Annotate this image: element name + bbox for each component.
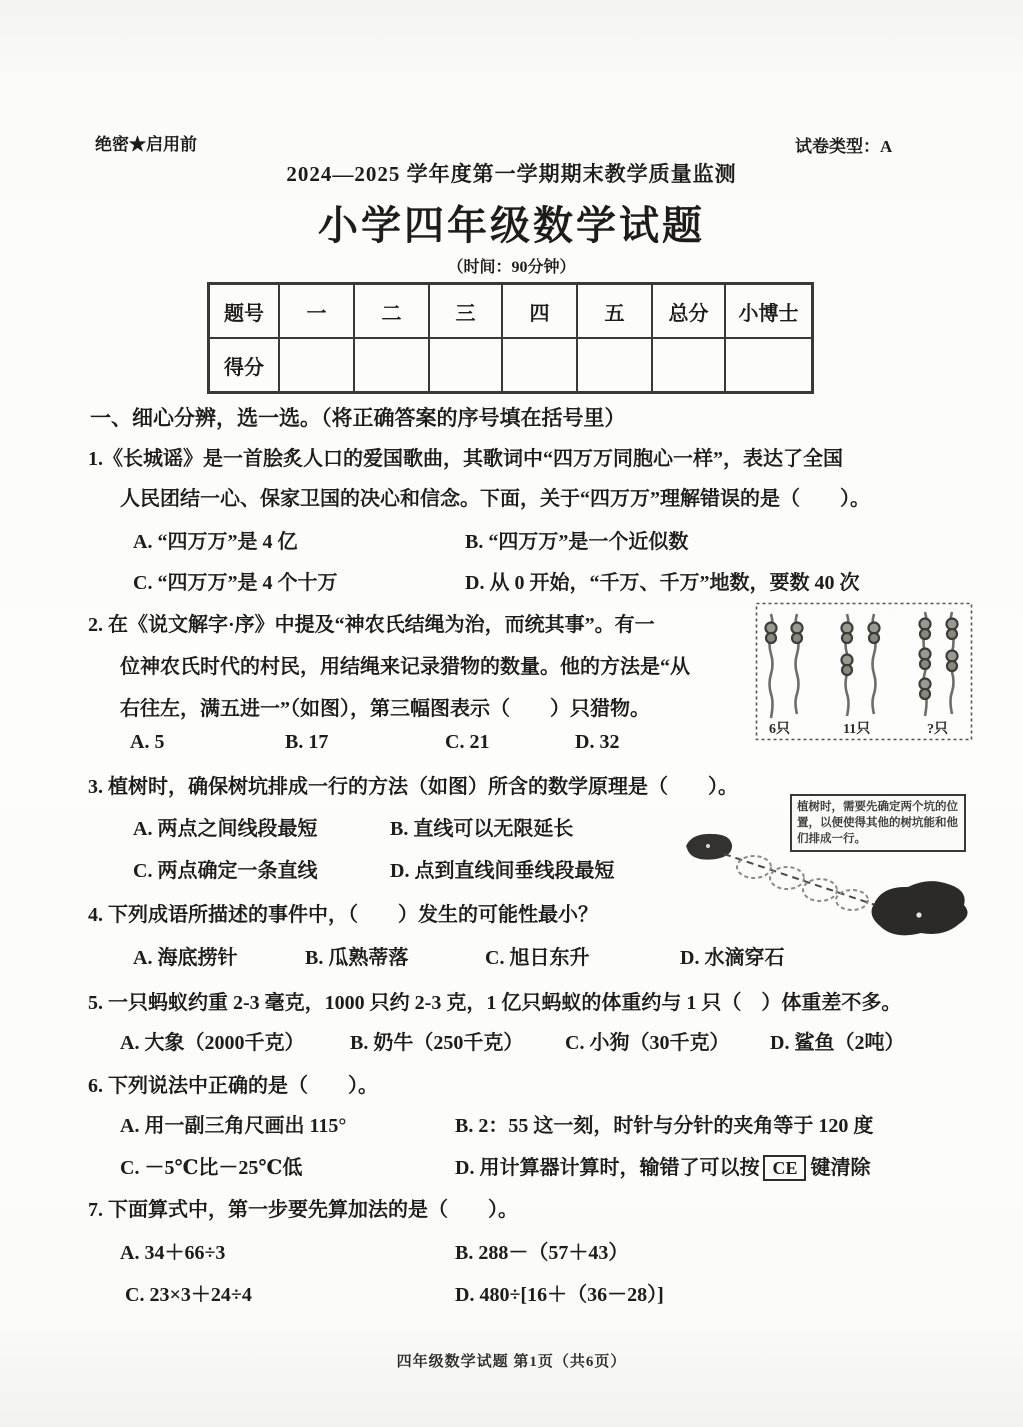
knot-group-3-label: ?只 (927, 722, 948, 737)
question-7-option-b: B. 288－（57＋43） (455, 1242, 629, 1264)
question-5-option-d: D. 鲨鱼（2吨） (770, 1032, 905, 1054)
question-5-line-1: 5. 一只蚂蚁约重 2-3 毫克，1000 只约 2-3 克，1 亿只蚂蚁的体重约与 1 只（ ）体重差不多。 (88, 992, 902, 1014)
question-6-option-d-text-after: 键清除 (810, 1157, 871, 1179)
score-row-label: 得分 (209, 338, 279, 392)
question-6-option-b: B. 2：55 这一刻，时针与分针的夹角等于 120 度 (455, 1115, 874, 1137)
question-2-line-3: 右往左，满五进一”（如图），第三幅图表示（ ）只猎物。 (120, 698, 650, 720)
question-3-option-b: B. 直线可以无限延长 (390, 818, 574, 840)
question-2-option-d: D. 32 (575, 731, 620, 753)
question-1-line-2: 人民团结一心、保家卫国的决心和信念。下面，关于“四万万”理解错误的是（ ）。 (120, 488, 870, 510)
question-6-option-d-text: D. 用计算器计算时，输错了可以按 (455, 1157, 760, 1179)
question-2-option-a: A. 5 (130, 731, 165, 753)
question-7-option-d: D. 480÷[16＋（36－28）] (455, 1284, 664, 1306)
question-3-line-1: 3. 植树时，确保树坑排成一行的方法（如图）所含的数学原理是（ ）。 (88, 776, 738, 798)
score-table-header-cell: 四 (502, 284, 577, 338)
question-4-option-c: C. 旭日东升 (485, 947, 590, 969)
score-table-header-cell: 二 (354, 284, 429, 338)
question-2-option-c: C. 21 (445, 731, 490, 753)
score-table-header-cell: 小博士 (725, 284, 812, 338)
question-2-line-1: 2. 在《说文解字·序》中提及“神农氏结绳为治，而统其事”。有一 (88, 614, 655, 636)
question-5-option-b: B. 奶牛（250千克） (350, 1032, 524, 1054)
score-cell-empty (502, 338, 577, 392)
question-4-line-1: 4. 下列成语所描述的事件中，（ ）发生的可能性最小？ (88, 904, 598, 926)
question-4-option-b: B. 瓜熟蒂落 (305, 947, 409, 969)
score-table-header-cell: 总分 (652, 284, 725, 338)
question-4-option-d: D. 水滴穿石 (680, 947, 785, 969)
knot-group-1-label: 6只 (769, 722, 790, 737)
knot-group-2-label: 11只 (843, 722, 871, 737)
question-7-option-a: A. 34＋66÷3 (120, 1242, 226, 1264)
question-6-option-d (455, 1151, 870, 1181)
time-note: （时间：90分钟） (447, 259, 576, 276)
question-6-line-1: 6. 下列说法中正确的是（ ）。 (88, 1075, 378, 1097)
question-5-option-c: C. 小狗（30千克） (565, 1032, 730, 1054)
paper-type-label: 试卷类型：A (795, 137, 893, 156)
tree-figure-note: 植树时，需要先确定两个坑的位置，以便使得其他的树坑能和他们排成一行。 (790, 794, 966, 852)
page-footer: 四年级数学试题 第1页（共6页） (396, 1354, 627, 1370)
question-5-option-a: A. 大象（2000千克） (120, 1032, 305, 1054)
question-1-line-1: 1.《长城谣》是一首脍炙人口的爱国歌曲，其歌词中“四万万同胞心一样”，表达了全国 (88, 448, 843, 470)
question-1-option-a: A. “四万万”是 4 亿 (133, 531, 298, 553)
question-7-option-c: C. 23×3＋24÷4 (125, 1284, 252, 1306)
session-subtitle: 2024—2025 学年度第一学期期末教学质量监测 (286, 162, 737, 186)
score-table-header-cell: 三 (429, 284, 502, 338)
score-cell-empty (279, 338, 354, 392)
score-cell-empty (577, 338, 652, 392)
score-table-header-cell: 题号 (209, 284, 279, 338)
score-table (207, 282, 814, 394)
calculator-ce-key: CE (763, 1155, 806, 1181)
score-cell-empty (652, 338, 725, 392)
question-3-option-c: C. 两点确定一条直线 (133, 860, 318, 882)
page-title: 小学四年级数学试题 (318, 203, 705, 248)
question-1-option-b: B. “四万万”是一个近似数 (465, 531, 689, 553)
knot-figure (755, 602, 973, 742)
question-6-option-c: C. －5℃比－25℃低 (120, 1157, 303, 1179)
question-3-option-d: D. 点到直线间垂线段最短 (390, 860, 615, 882)
section-heading: 一、细心分辨，选一选。（将正确答案的序号填在括号里） (90, 406, 626, 430)
question-3-option-a: A. 两点之间线段最短 (133, 818, 318, 840)
tree-figure (674, 782, 972, 942)
question-1-option-d: D. 从 0 开始，“千万、千万”地数，要数 40 次 (465, 572, 860, 594)
score-cell-empty (354, 338, 429, 392)
score-cell-empty (429, 338, 502, 392)
question-1-option-c: C. “四万万”是 4 个十万 (133, 572, 338, 594)
question-2-option-b: B. 17 (285, 731, 329, 753)
secrecy-label: 绝密★启用前 (95, 135, 197, 154)
score-cell-empty (725, 338, 812, 392)
score-table-header-cell: 一 (279, 284, 354, 338)
question-2-line-2: 位神农氏时代的村民，用结绳来记录猎物的数量。他的方法是“从 (120, 656, 690, 678)
score-table-header-cell: 五 (577, 284, 652, 338)
question-4-option-a: A. 海底捞针 (133, 947, 238, 969)
question-7-line-1: 7. 下面算式中，第一步要先算加法的是（ ）。 (88, 1199, 518, 1221)
question-6-option-a: A. 用一副三角尺画出 115° (120, 1115, 347, 1137)
